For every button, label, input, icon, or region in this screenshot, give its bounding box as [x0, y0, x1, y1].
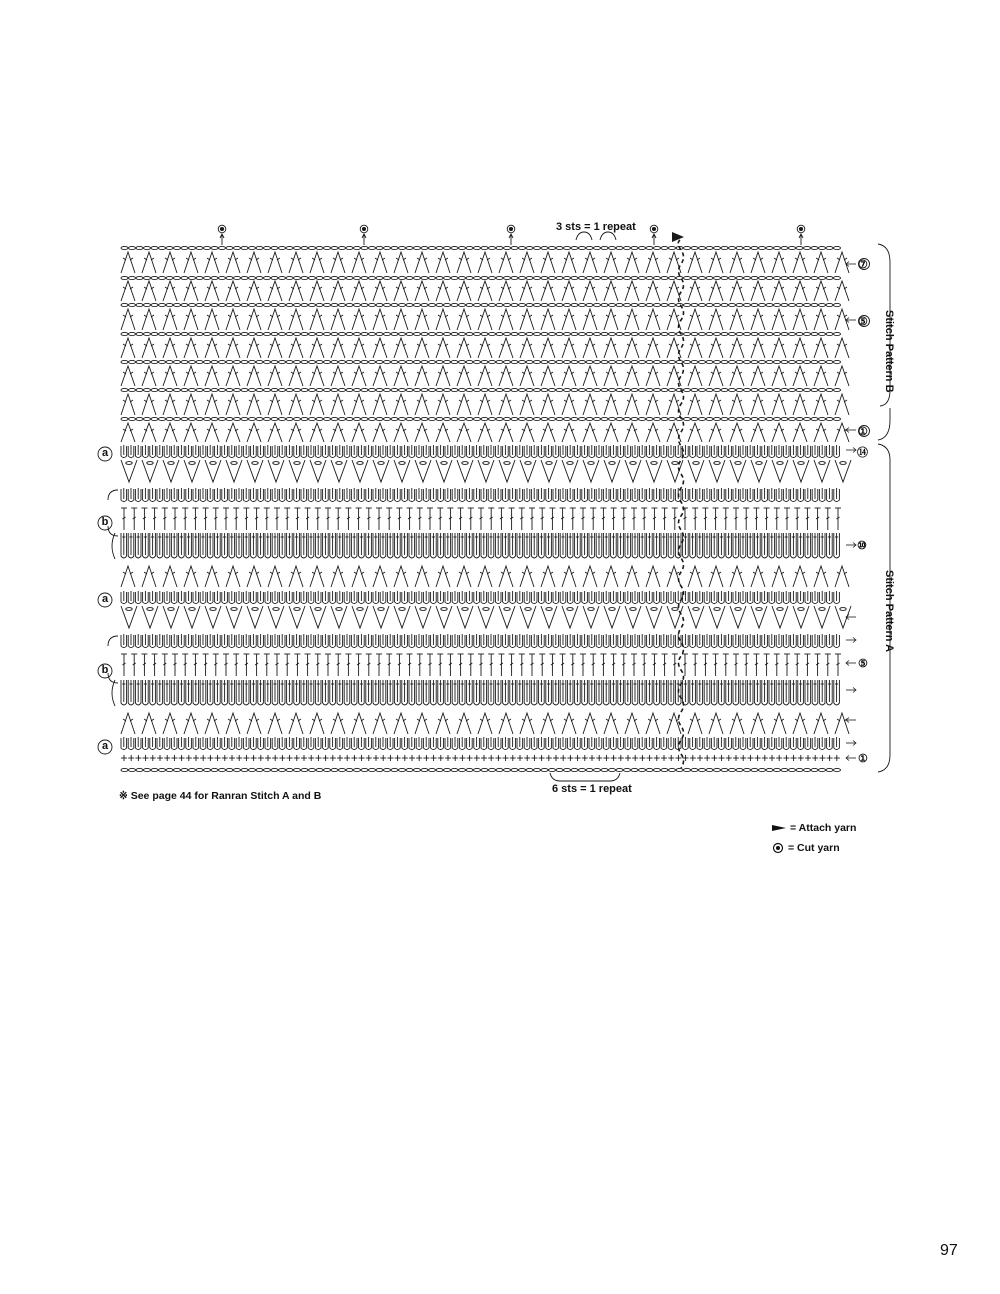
- legend-cut-text: = Cut yarn: [788, 842, 840, 854]
- b-bracket-left-1: [108, 490, 118, 536]
- sc-row-a-1: [121, 755, 840, 761]
- page-number: 97: [940, 1242, 958, 1259]
- lambda-row-b-7: [121, 252, 849, 273]
- section-letter-b-1: b: [101, 516, 109, 528]
- tall-dc-row-a-11: [121, 508, 841, 530]
- attach-yarn-mark: [672, 232, 684, 242]
- row-arrow-11: [846, 741, 856, 746]
- chain-row-b-4: [121, 332, 841, 335]
- row-marker-b-7: ⑦: [858, 259, 868, 271]
- repeat-bracket-top: [576, 232, 616, 240]
- section-letter-a-1: a: [101, 447, 109, 459]
- side-label-pattern-a: Stitch Pattern A: [883, 570, 895, 653]
- ranran-tall-row-a-4: [112, 680, 839, 706]
- chain-row-b-top: [121, 246, 841, 249]
- row-arrow-1: [846, 262, 856, 267]
- row-arrow-8: [846, 661, 856, 666]
- row-marker-a-1: ①: [858, 753, 868, 765]
- side-label-pattern-b: Stitch Pattern B: [883, 310, 895, 393]
- ranran-row-a-8: [121, 591, 839, 604]
- row-arrow-4: [846, 448, 856, 453]
- row-arrow-6: [846, 615, 856, 620]
- cut-yarn-mark-3: [507, 225, 515, 245]
- lambda-row-a-3: [121, 713, 849, 734]
- lambda-row-b-1: [121, 423, 849, 442]
- row-marker-a-10: ⑩: [857, 540, 867, 552]
- row-marker-b-1: ①: [858, 426, 868, 438]
- legend-attach-text: = Attach yarn: [790, 822, 857, 834]
- chain-row-b-5: [121, 303, 841, 306]
- cut-yarn-mark-1: [218, 225, 226, 245]
- lambda-row-b-6: [121, 281, 849, 301]
- section-letter-a-3: a: [101, 740, 109, 752]
- ranran-row-a-6: [121, 634, 839, 648]
- legend-cut-yarn: [772, 842, 840, 854]
- v-row-a-13: [121, 460, 851, 482]
- lambda-row-b-2: [121, 394, 849, 415]
- ranran-row-a-2: [121, 737, 839, 750]
- lambda-row-b-3: [121, 366, 849, 386]
- tall-dc-row-a-5: [121, 654, 841, 676]
- ranran-tall-row-a-10: [112, 533, 839, 559]
- cut-yarn-mark-4: [650, 225, 658, 245]
- cut-yarn-mark-2: [360, 225, 368, 245]
- row-arrow-3: [846, 428, 856, 433]
- chain-row-b-6: [121, 276, 841, 279]
- foundation-chain-row: [121, 768, 841, 771]
- footnote: ※ See page 44 for Ranran Stitch A and B: [119, 790, 322, 802]
- row-arrow-9: [846, 688, 856, 693]
- row-arrow-5: [846, 543, 856, 548]
- repeat-label-top: 3 sts = 1 repeat: [556, 221, 636, 233]
- cut-yarn-icon: [772, 842, 784, 854]
- lambda-row-b-5: [121, 309, 849, 330]
- row-arrow-10: [846, 718, 856, 723]
- repeat-bracket-bottom: [550, 773, 620, 781]
- row-marker-b-5: ⑤: [858, 316, 868, 328]
- ranran-row-a-12: [121, 488, 839, 502]
- section-letter-b-2: b: [101, 664, 109, 676]
- cut-yarn-mark-5: [797, 225, 805, 245]
- row-arrow-7: [846, 638, 856, 643]
- lambda-row-a-9: [121, 566, 849, 587]
- ranran-row-a-14: [121, 445, 839, 458]
- attach-yarn-icon: [772, 824, 786, 832]
- row-arrow-12: [846, 756, 856, 761]
- row-marker-a-14: ⑭: [857, 447, 868, 459]
- chain-row-b-3: [121, 360, 841, 363]
- v-row-a-7: [121, 606, 851, 628]
- chain-row-b-2: [121, 388, 841, 391]
- row-marker-a-5: ⑤: [858, 658, 868, 670]
- chain-row-b-1: [121, 417, 841, 420]
- lambda-row-b-4: [121, 338, 849, 358]
- row-arrow-2: [846, 318, 856, 323]
- legend-attach-yarn: [772, 822, 856, 834]
- section-letter-a-2: a: [101, 593, 109, 605]
- repeat-label-bottom: 6 sts = 1 repeat: [552, 783, 632, 795]
